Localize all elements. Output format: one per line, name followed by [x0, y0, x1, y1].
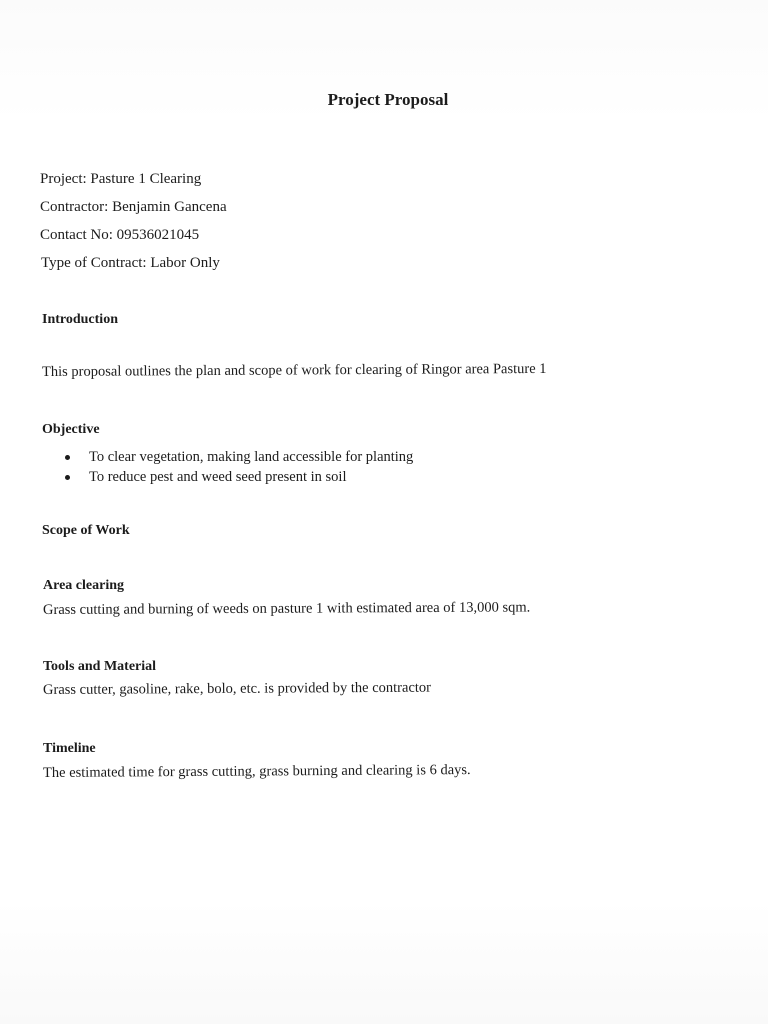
- tools-material-heading: Tools and Material: [43, 659, 157, 674]
- objective-heading: Objective: [42, 422, 100, 437]
- area-clearing-text: Grass cutting and burning of weeds on pasture 1 with estimated area of 13,000 sqm.: [42, 599, 531, 618]
- objective-item-text: To reduce pest and weed seed present in soil: [89, 469, 347, 485]
- introduction-heading: Introduction: [42, 312, 118, 327]
- timeline-heading: Timeline: [43, 741, 96, 756]
- contract-type-field: Type of Contract: Labor Only: [41, 255, 220, 271]
- timeline-text: The estimated time for grass cutting, grass burning and clearing is 6 days.: [42, 762, 471, 781]
- bullet-icon: [65, 475, 70, 480]
- introduction-text: This proposal outlines the plan and scope of work for clearing of Ringor area Pasture 1: [41, 360, 547, 380]
- contractor-field: Contractor: Benjamin Gancena: [40, 199, 227, 215]
- contact-field: Contact No: 09536021045: [40, 227, 200, 243]
- bullet-icon: [65, 455, 70, 460]
- list-item: [62, 447, 413, 467]
- scope-of-work-heading: Scope of Work: [42, 523, 130, 538]
- objective-list: [62, 447, 413, 487]
- page-title: Project Proposal: [327, 90, 449, 109]
- tools-material-text: Grass cutter, gasoline, rake, bolo, etc. is provided by the contractor: [42, 679, 432, 698]
- project-field: Project: Pasture 1 Clearing: [40, 171, 202, 187]
- objective-item-text: To clear vegetation, making land accessible for planting: [89, 449, 414, 465]
- list-item: [62, 467, 413, 487]
- area-clearing-heading: Area clearing: [43, 578, 124, 593]
